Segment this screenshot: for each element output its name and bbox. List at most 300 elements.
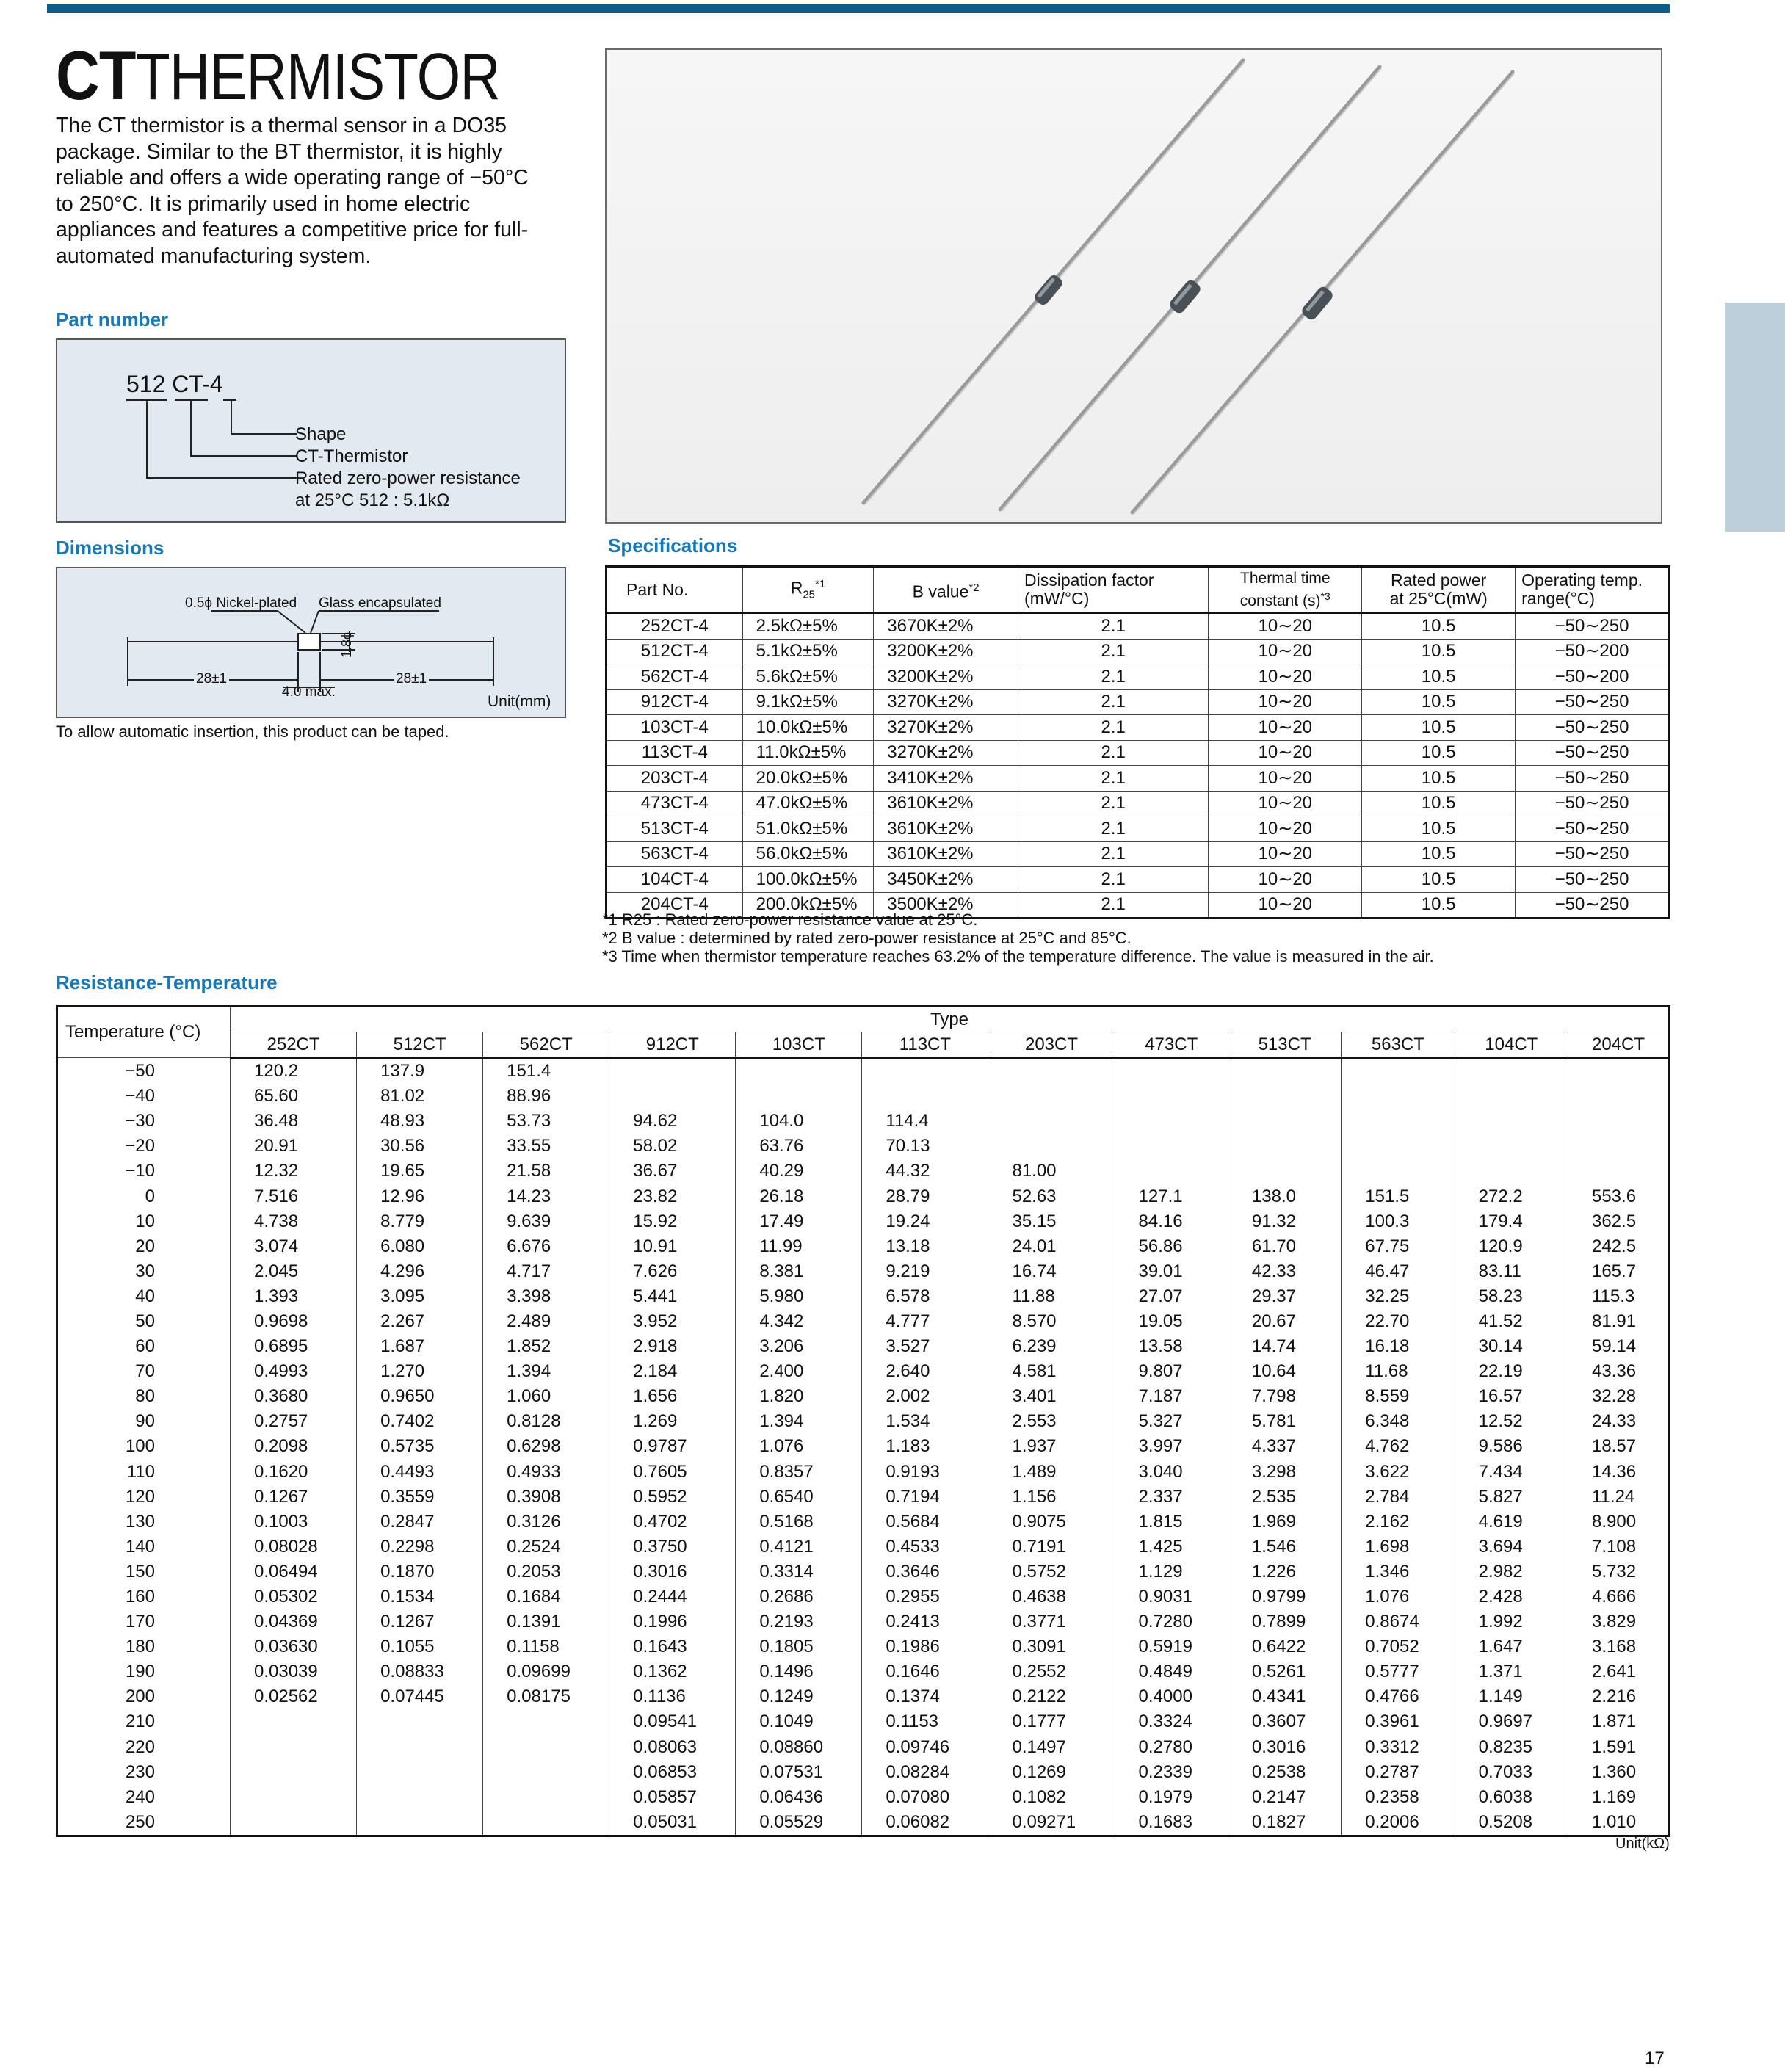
spec-row	[607, 791, 1670, 816]
rt-value-cell: 53.73	[483, 1109, 609, 1134]
rt-value-cell: 10.64	[1228, 1359, 1341, 1384]
rt-value-cell: 0.1979	[1115, 1785, 1228, 1810]
spec-cell: 3610K±2%	[874, 841, 1018, 867]
spec-cell: −50∼250	[1516, 613, 1670, 640]
rt-value-cell: 7.187	[1115, 1384, 1228, 1409]
rt-temperature-cell: 0	[57, 1184, 231, 1209]
rt-value-cell: 0.1496	[736, 1659, 862, 1684]
rt-value-cell: 0.5952	[609, 1485, 736, 1510]
spec-cell: 2.1	[1018, 892, 1209, 919]
lead-right-length: 28±1	[394, 671, 429, 687]
rt-value-cell: 4.738	[231, 1209, 357, 1234]
rt-value-cell	[1455, 1109, 1568, 1134]
rt-value-cell: 58.23	[1455, 1284, 1568, 1309]
rt-value-cell	[483, 1785, 609, 1810]
rt-row	[57, 1209, 1670, 1234]
rt-value-cell: 42.33	[1228, 1259, 1341, 1284]
rt-value-cell: 0.2339	[1115, 1760, 1228, 1785]
rt-value-cell: 0.4638	[988, 1584, 1115, 1609]
rt-value-cell: 1.076	[736, 1434, 862, 1459]
rt-value-cell: 0.4533	[862, 1535, 988, 1560]
rt-value-cell: 0.2538	[1228, 1760, 1341, 1785]
rt-value-cell: 0.2098	[231, 1434, 357, 1459]
rt-value-cell	[736, 1058, 862, 1084]
lead-left-length: 28±1	[194, 671, 229, 687]
rt-value-cell: 0.8235	[1455, 1735, 1568, 1760]
type-header: 203CT	[988, 1032, 1115, 1058]
rt-value-cell	[1115, 1134, 1228, 1159]
rt-value-cell: 0.2847	[357, 1510, 483, 1535]
rt-value-cell: 9.219	[862, 1259, 988, 1284]
rt-value-cell: 48.93	[357, 1109, 483, 1134]
rt-value-cell: 0.2524	[483, 1535, 609, 1560]
rt-value-cell: 33.55	[483, 1134, 609, 1159]
page-number: 17	[1645, 2049, 1665, 2068]
rt-value-cell: 1.394	[736, 1409, 862, 1434]
rt-value-cell: 27.07	[1115, 1284, 1228, 1309]
body-length: 4.0 max.	[282, 684, 336, 700]
rt-value-cell: 0.3312	[1342, 1735, 1455, 1760]
spec-cell: 3610K±2%	[874, 791, 1018, 816]
rt-value-cell: 1.360	[1568, 1760, 1669, 1785]
rt-value-cell: 0.07445	[357, 1684, 483, 1709]
rt-value-cell	[988, 1058, 1115, 1084]
rt-value-cell: 0.9697	[1455, 1709, 1568, 1734]
rt-value-cell: 2.918	[609, 1334, 736, 1359]
rt-value-cell	[357, 1709, 483, 1734]
rt-value-cell: 0.09541	[609, 1709, 736, 1734]
rt-value-cell: 127.1	[1115, 1184, 1228, 1209]
rt-value-cell: 8.900	[1568, 1510, 1669, 1535]
rt-value-cell	[736, 1084, 862, 1109]
rt-value-cell: 104.0	[736, 1109, 862, 1134]
rt-temperature-cell: 230	[57, 1760, 231, 1785]
side-tab	[1725, 303, 1785, 532]
rt-value-cell: 0.7194	[862, 1485, 988, 1510]
rt-value-cell: 0.08175	[483, 1684, 609, 1709]
spec-cell: 10.5	[1362, 791, 1516, 816]
spec-cell: 10∼20	[1209, 715, 1362, 741]
rt-value-cell: 2.216	[1568, 1684, 1669, 1709]
rt-value-cell: 81.91	[1568, 1309, 1669, 1334]
rt-value-cell: 32.25	[1342, 1284, 1455, 1309]
rt-value-cell: 0.3680	[231, 1384, 357, 1409]
rt-value-cell: 84.16	[1115, 1209, 1228, 1234]
spec-cell: 2.1	[1018, 689, 1209, 715]
rt-value-cell: 0.02562	[231, 1684, 357, 1709]
type-header: 473CT	[1115, 1032, 1228, 1058]
rt-value-cell: 18.57	[1568, 1434, 1669, 1459]
spec-cell: −50∼250	[1516, 715, 1670, 741]
rt-row	[57, 1234, 1670, 1259]
spec-cell: 2.1	[1018, 740, 1209, 766]
type-header: 562CT	[483, 1032, 609, 1058]
rt-value-cell: 0.7191	[988, 1535, 1115, 1560]
rt-value-cell	[1455, 1134, 1568, 1159]
rt-value-cell: 94.62	[609, 1109, 736, 1134]
rt-value-cell: 81.00	[988, 1159, 1115, 1184]
spec-cell: 203CT-4	[607, 766, 743, 792]
rt-value-cell: 12.32	[231, 1159, 357, 1184]
rt-value-cell: 0.6540	[736, 1485, 862, 1510]
rt-value-cell: 0.08028	[231, 1535, 357, 1560]
spec-cell: 204CT-4	[607, 892, 743, 919]
rt-value-cell: 1.169	[1568, 1785, 1669, 1810]
part-number-heading: Part number	[56, 308, 169, 330]
thermistor-photo-illustration	[607, 50, 1661, 522]
rt-temperature-cell: 80	[57, 1384, 231, 1409]
rt-value-cell: 0.4000	[1115, 1684, 1228, 1709]
rt-row	[57, 1659, 1670, 1684]
rt-value-cell: 2.184	[609, 1359, 736, 1384]
rt-row	[57, 1485, 1670, 1510]
rt-value-cell: 0.1267	[231, 1485, 357, 1510]
rt-value-cell	[1568, 1084, 1669, 1109]
rt-value-cell: 0.2053	[483, 1560, 609, 1584]
rt-value-cell: 2.162	[1342, 1510, 1455, 1535]
rt-value-cell	[1568, 1134, 1669, 1159]
rt-value-cell: 0.1870	[357, 1560, 483, 1584]
spec-cell: 10∼20	[1209, 689, 1362, 715]
spec-cell: 10∼20	[1209, 791, 1362, 816]
rt-value-cell: 30.14	[1455, 1334, 1568, 1359]
rt-value-cell: 3.622	[1342, 1460, 1455, 1485]
rt-value-cell: 0.2193	[736, 1609, 862, 1634]
rt-value-cell: 0.4121	[736, 1535, 862, 1560]
rt-value-cell: 0.5735	[357, 1434, 483, 1459]
rt-row	[57, 1760, 1670, 1785]
spec-cell: 10.5	[1362, 715, 1516, 741]
rt-value-cell: 3.952	[609, 1309, 736, 1334]
rt-value-cell: 14.36	[1568, 1460, 1669, 1485]
glass-label: Glass encapsulated	[319, 595, 441, 611]
rt-temperature-cell: 90	[57, 1409, 231, 1434]
rt-temperature-cell: −50	[57, 1058, 231, 1084]
rt-value-cell: 0.09699	[483, 1659, 609, 1684]
spec-row	[607, 715, 1670, 741]
spec-cell: −50∼250	[1516, 791, 1670, 816]
rt-value-cell: 0.05302	[231, 1584, 357, 1609]
rt-value-cell	[1568, 1159, 1669, 1184]
rt-value-cell: 2.640	[862, 1359, 988, 1384]
rt-value-cell: 0.1497	[988, 1735, 1115, 1760]
rt-value-cell: 1.010	[1568, 1810, 1669, 1836]
type-header: 103CT	[736, 1032, 862, 1058]
rt-value-cell: 1.992	[1455, 1609, 1568, 1634]
rt-value-cell: 0.3771	[988, 1609, 1115, 1634]
rt-value-cell: 0.05031	[609, 1810, 736, 1836]
rt-value-cell: 16.18	[1342, 1334, 1455, 1359]
rt-temperature-cell: 250	[57, 1810, 231, 1836]
rt-value-cell: 58.02	[609, 1134, 736, 1159]
dimension-unit: Unit(mm)	[488, 693, 551, 710]
rt-temperature-cell: −40	[57, 1084, 231, 1109]
rt-value-cell: 0.03039	[231, 1659, 357, 1684]
spec-cell: 10∼20	[1209, 639, 1362, 664]
spec-cell: 20.0kΩ±5%	[742, 766, 874, 792]
rt-value-cell: 7.626	[609, 1259, 736, 1284]
rt-value-cell: 0.6895	[231, 1334, 357, 1359]
rt-value-cell: 2.400	[736, 1359, 862, 1384]
spec-cell: 10.5	[1362, 639, 1516, 664]
spec-row	[607, 740, 1670, 766]
rt-value-cell	[357, 1810, 483, 1836]
rt-value-cell: 40.29	[736, 1159, 862, 1184]
rt-header-row-1	[57, 1007, 1670, 1032]
rt-value-cell: 3.206	[736, 1334, 862, 1359]
rt-value-cell	[609, 1084, 736, 1109]
rt-value-cell: 20.91	[231, 1134, 357, 1159]
rt-value-cell: 0.2122	[988, 1684, 1115, 1709]
rt-value-cell: 0.07080	[862, 1785, 988, 1810]
rt-temperature-cell: 10	[57, 1209, 231, 1234]
rt-value-cell: 46.47	[1342, 1259, 1455, 1284]
rt-value-cell: 11.99	[736, 1234, 862, 1259]
spec-row	[607, 689, 1670, 715]
rt-value-cell	[862, 1058, 988, 1084]
rt-value-cell: 0.1827	[1228, 1810, 1341, 1836]
rt-temperature-cell: −20	[57, 1134, 231, 1159]
rt-value-cell: 0.06436	[736, 1785, 862, 1810]
spec-cell: 5.6kΩ±5%	[742, 664, 874, 690]
rt-value-cell: 9.807	[1115, 1359, 1228, 1384]
rt-value-cell	[1342, 1109, 1455, 1134]
rt-value-cell: 0.1643	[609, 1634, 736, 1659]
rt-value-cell: 0.08833	[357, 1659, 483, 1684]
spec-cell: 10.5	[1362, 740, 1516, 766]
rt-value-cell: 1.820	[736, 1384, 862, 1409]
rt-value-cell: 0.06082	[862, 1810, 988, 1836]
rt-value-cell: 0.1003	[231, 1510, 357, 1535]
spec-row	[607, 816, 1670, 842]
rt-value-cell: 0.9787	[609, 1434, 736, 1459]
rt-value-cell: 19.24	[862, 1209, 988, 1234]
type-header: 563CT	[1342, 1032, 1455, 1058]
rt-value-cell: 1.394	[483, 1359, 609, 1384]
spec-cell: 2.5kΩ±5%	[742, 613, 874, 640]
rt-value-cell: 12.96	[357, 1184, 483, 1209]
type-header: 252CT	[231, 1032, 357, 1058]
rt-value-cell: 1.346	[1342, 1560, 1455, 1584]
rt-value-cell: 0.4849	[1115, 1659, 1228, 1684]
rt-value-cell: 0.6298	[483, 1434, 609, 1459]
rt-row	[57, 1810, 1670, 1836]
col-type-group: Type	[231, 1007, 1670, 1032]
rt-value-cell: 0.2358	[1342, 1785, 1455, 1810]
spec-cell: 10.5	[1362, 664, 1516, 690]
rt-value-cell: 0.1267	[357, 1609, 483, 1634]
rt-value-cell	[231, 1735, 357, 1760]
rt-value-cell: 1.393	[231, 1284, 357, 1309]
rt-value-cell: 0.7605	[609, 1460, 736, 1485]
rt-value-cell: 7.108	[1568, 1535, 1669, 1560]
rt-value-cell: 151.5	[1342, 1184, 1455, 1209]
spec-cell: 3270K±2%	[874, 689, 1018, 715]
rt-value-cell: 1.129	[1115, 1560, 1228, 1584]
spec-cell: 473CT-4	[607, 791, 743, 816]
rt-temperature-cell: 60	[57, 1334, 231, 1359]
col-b-value: B value$^{*2}$	[874, 567, 1018, 613]
spec-cell: 51.0kΩ±5%	[742, 816, 874, 842]
rt-value-cell	[231, 1785, 357, 1810]
rt-value-cell: 1.060	[483, 1384, 609, 1409]
rt-row	[57, 1259, 1670, 1284]
rt-value-cell: 23.82	[609, 1184, 736, 1209]
rt-value-cell: 65.60	[231, 1084, 357, 1109]
rt-value-cell: 9.639	[483, 1209, 609, 1234]
rt-value-cell: 1.687	[357, 1334, 483, 1359]
rt-row	[57, 1584, 1670, 1609]
rt-value-cell: 0.7280	[1115, 1609, 1228, 1634]
rt-value-cell: 0.08860	[736, 1735, 862, 1760]
diameter-label: 1.8ϕ	[339, 631, 354, 658]
rt-value-cell: 0.9799	[1228, 1584, 1341, 1609]
rt-row	[57, 1058, 1670, 1084]
spec-cell: 10∼20	[1209, 613, 1362, 640]
spec-cell: 513CT-4	[607, 816, 743, 842]
rt-row	[57, 1684, 1670, 1709]
spec-cell: 3500K±2%	[874, 892, 1018, 919]
spec-cell: 2.1	[1018, 867, 1209, 893]
rt-value-cell: 165.7	[1568, 1259, 1669, 1284]
rt-value-cell: 138.0	[1228, 1184, 1341, 1209]
rt-temperature-cell: 70	[57, 1359, 231, 1384]
spec-cell: 9.1kΩ±5%	[742, 689, 874, 715]
rt-value-cell: 61.70	[1228, 1234, 1341, 1259]
rt-value-cell: 3.401	[988, 1384, 1115, 1409]
rt-value-cell: 0.1646	[862, 1659, 988, 1684]
rt-value-cell: 0.2552	[988, 1659, 1115, 1684]
rt-value-cell: 29.37	[1228, 1284, 1341, 1309]
rt-value-cell: 0.3646	[862, 1560, 988, 1584]
rt-value-cell: 3.694	[1455, 1535, 1568, 1560]
rt-value-cell: 0.07531	[736, 1760, 862, 1785]
rt-value-cell: 2.641	[1568, 1659, 1669, 1684]
rt-row	[57, 1460, 1670, 1485]
rt-value-cell	[1455, 1084, 1568, 1109]
spec-cell: 2.1	[1018, 816, 1209, 842]
rt-value-cell: 0.03630	[231, 1634, 357, 1659]
part-number-code: 512 CT-4	[126, 371, 223, 397]
rt-value-cell: 1.226	[1228, 1560, 1341, 1584]
rt-value-cell: 0.2686	[736, 1584, 862, 1609]
rt-temperature-cell: 130	[57, 1510, 231, 1535]
rt-row	[57, 1709, 1670, 1734]
rt-value-cell: 0.7899	[1228, 1609, 1341, 1634]
specifications-table	[605, 565, 1670, 919]
spec-cell: 10.5	[1362, 689, 1516, 715]
rt-value-cell: 0.3750	[609, 1535, 736, 1560]
rt-value-cell: 1.698	[1342, 1535, 1455, 1560]
rt-row	[57, 1384, 1670, 1409]
col-thermal-time: Thermal time constant $(s)^{*3}$	[1209, 567, 1362, 613]
rt-value-cell: 0.08284	[862, 1760, 988, 1785]
spec-cell: 562CT-4	[607, 664, 743, 690]
rt-value-cell: 12.52	[1455, 1409, 1568, 1434]
spec-cell: 10.5	[1362, 816, 1516, 842]
rt-value-cell: 5.327	[1115, 1409, 1228, 1434]
spec-cell: 56.0kΩ±5%	[742, 841, 874, 867]
spec-cell: −50∼250	[1516, 867, 1670, 893]
type-header: 512CT	[357, 1032, 483, 1058]
rt-value-cell: 242.5	[1568, 1234, 1669, 1259]
resistance-temperature-heading: Resistance-Temperature	[56, 971, 278, 993]
rt-row	[57, 1735, 1670, 1760]
rt-value-cell: 0.1805	[736, 1634, 862, 1659]
spec-cell: 2.1	[1018, 715, 1209, 741]
col-r25: $R_{25}^{*1}$	[742, 567, 874, 613]
spec-cell: 2.1	[1018, 766, 1209, 792]
rt-temperature-cell: −30	[57, 1109, 231, 1134]
rt-value-cell: 0.2787	[1342, 1760, 1455, 1785]
rt-value-cell: 15.92	[609, 1209, 736, 1234]
rt-value-cell: 0.4702	[609, 1510, 736, 1535]
spec-cell: 3410K±2%	[874, 766, 1018, 792]
rt-value-cell: 22.19	[1455, 1359, 1568, 1384]
spec-cell: 3450K±2%	[874, 867, 1018, 893]
rt-value-cell: 11.68	[1342, 1359, 1455, 1384]
rt-value-cell: 0.4766	[1342, 1684, 1455, 1709]
rt-value-cell: 4.666	[1568, 1584, 1669, 1609]
rt-value-cell: 39.01	[1115, 1259, 1228, 1284]
rt-value-cell: 6.676	[483, 1234, 609, 1259]
rt-value-cell: 0.3091	[988, 1634, 1115, 1659]
product-photo	[605, 48, 1662, 524]
part-number-legend: Shape CT-Thermistor Rated zero-power resistance at 25°C 512 : 5.1kΩ	[295, 424, 521, 510]
rt-row	[57, 1409, 1670, 1434]
rt-temperature-cell: 220	[57, 1735, 231, 1760]
rt-value-cell: 8.570	[988, 1309, 1115, 1334]
rt-temperature-cell: 20	[57, 1234, 231, 1259]
type-header: 104CT	[1455, 1032, 1568, 1058]
rt-value-cell: 0.8674	[1342, 1609, 1455, 1634]
rt-temperature-cell: 180	[57, 1634, 231, 1659]
spec-cell: 10∼20	[1209, 766, 1362, 792]
spec-cell: −50∼250	[1516, 892, 1670, 919]
rt-value-cell: 0.2955	[862, 1584, 988, 1609]
rt-value-cell	[988, 1134, 1115, 1159]
spec-cell: 10.5	[1362, 613, 1516, 640]
rt-value-cell: 5.980	[736, 1284, 862, 1309]
rt-value-cell: 0.5208	[1455, 1810, 1568, 1836]
rt-value-cell: 0.1374	[862, 1684, 988, 1709]
rt-value-cell: 26.18	[736, 1184, 862, 1209]
rt-value-cell	[1115, 1159, 1228, 1184]
rt-value-cell	[1228, 1134, 1341, 1159]
spec-cell: 2.1	[1018, 791, 1209, 816]
rt-value-cell: 2.002	[862, 1384, 988, 1409]
spec-cell: 3200K±2%	[874, 664, 1018, 690]
rt-value-cell	[1342, 1134, 1455, 1159]
rt-value-cell: 4.342	[736, 1309, 862, 1334]
rt-value-cell: 4.296	[357, 1259, 483, 1284]
rt-value-cell: 0.3961	[1342, 1709, 1455, 1734]
spec-row	[607, 613, 1670, 640]
rt-value-cell: 137.9	[357, 1058, 483, 1084]
rt-value-cell: 6.239	[988, 1334, 1115, 1359]
rt-value-cell: 70.13	[862, 1134, 988, 1159]
rt-value-cell: 0.1777	[988, 1709, 1115, 1734]
rt-value-cell: 0.4341	[1228, 1684, 1341, 1709]
rt-value-cell: 0.9031	[1115, 1584, 1228, 1609]
rt-value-cell: 8.381	[736, 1259, 862, 1284]
rt-value-cell: 13.18	[862, 1234, 988, 1259]
rt-value-cell	[357, 1760, 483, 1785]
rt-value-cell	[1115, 1058, 1228, 1084]
rt-value-cell: 120.9	[1455, 1234, 1568, 1259]
rt-value-cell	[1568, 1109, 1669, 1134]
rt-value-cell: 91.32	[1228, 1209, 1341, 1234]
